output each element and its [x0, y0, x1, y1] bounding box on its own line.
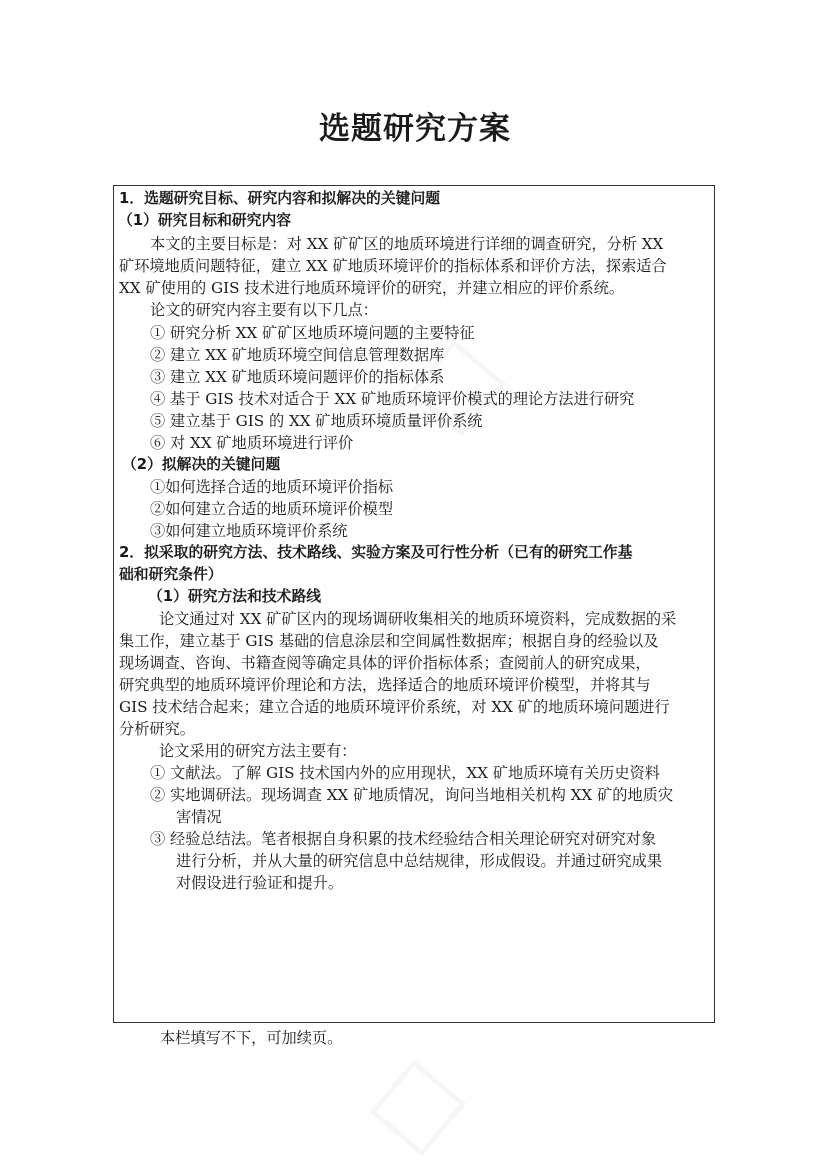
section1-subheading-goals: （1）研究目标和研究内容 — [118, 212, 292, 229]
list-item: ①如何选择合适的地质环境评价指标 — [150, 478, 393, 496]
list-item: ④ 基于 GIS 技术对适合于 XX 矿地质环境评价模式的理论方法进行研究 — [150, 390, 635, 408]
section2-heading: 础和研究条件） — [119, 566, 223, 583]
page-title: 选题研究方案 — [319, 111, 511, 147]
list-item-continuation: 进行分析，并从大量的研究信息中总结规律，形成假设。并通过研究成果 — [176, 852, 662, 870]
list-item: ⑤ 建立基于 GIS 的 XX 矿地质环境质量评价系统 — [150, 412, 483, 430]
list-item: ③ 建立 XX 矿地质环境问题评价的指标体系 — [150, 368, 445, 386]
paragraph-line: 矿环境地质问题特征，建立 XX 矿地质环境评价的指标体系和评价方法，探索适合 — [119, 257, 667, 275]
paragraph-line: 本文的主要目标是：对 XX 矿矿区的地质环境进行详细的调查研究，分析 XX — [150, 235, 664, 253]
list-item: ① 研究分析 XX 矿矿区地质环境问题的主要特征 — [150, 324, 475, 342]
list-item-continuation: 对假设进行验证和提升。 — [176, 874, 344, 892]
content-intro: 论文的研究内容主要有以下几点： — [150, 301, 378, 319]
section2-heading: 2．拟采取的研究方法、技术路线、实验方案及可行性分析（已有的研究工作基 — [119, 544, 633, 561]
paragraph-line: 分析研究。 — [119, 720, 195, 738]
list-item: ③如何建立地质环境评价系统 — [150, 522, 348, 540]
list-item: ② 实地调研法。现场调查 XX 矿地质情况，询问当地相关机构 XX 矿的地质灾 — [150, 786, 674, 804]
paragraph-line: 现场调查、咨询、书籍查阅等确定具体的评价指标体系；查阅前人的研究成果， — [119, 654, 651, 672]
list-item: ③ 经验总结法。笔者根据自身积累的技术经验结合相关理论研究对研究对象 — [150, 830, 657, 848]
list-item: ① 文献法。了解 GIS 技术国内外的应用现状，XX 矿地质环境有关历史资料 — [150, 764, 660, 782]
list-item: ②如何建立合适的地质环境评价模型 — [150, 500, 393, 518]
footnote: 本栏填写不下，可加续页。 — [160, 1029, 343, 1047]
methods-intro: 论文采用的研究方法主要有： — [159, 742, 357, 760]
watermark: □ — [356, 1034, 489, 1171]
watermark: □ — [396, 314, 529, 451]
section1-heading: 1．选题研究目标、研究内容和拟解决的关键问题 — [119, 190, 441, 207]
paragraph-line: XX 矿使用的 GIS 技术进行地质环境评价的研究，并建立相应的评价系统。 — [119, 279, 625, 297]
content-table-cell — [113, 185, 715, 1023]
paragraph-line: 集工作，建立基于 GIS 基础的信息涂层和空间属性数据库；根据自身的经验以及 — [119, 632, 659, 650]
section2-subheading-methods: （1）研究方法和技术路线 — [148, 588, 322, 605]
list-item: ⑥ 对 XX 矿地质环境进行评价 — [150, 434, 354, 452]
section1-subheading-problems: （2）拟解决的关键问题 — [122, 456, 281, 473]
paragraph-line: GIS 技术结合起来；建立合适的地质环境评价系统，对 XX 矿的地质环境问题进行 — [119, 698, 670, 716]
paragraph-line: 研究典型的地质环境评价理论和方法，选择适合的地质环境评价模型，并将其与 — [119, 676, 651, 694]
list-item: ② 建立 XX 矿地质环境空间信息管理数据库 — [150, 346, 445, 364]
paragraph-line: 论文通过对 XX 矿矿区内的现场调研收集相关的地质环境资料，完成数据的采 — [159, 610, 677, 628]
list-item-continuation: 害情况 — [176, 808, 222, 826]
